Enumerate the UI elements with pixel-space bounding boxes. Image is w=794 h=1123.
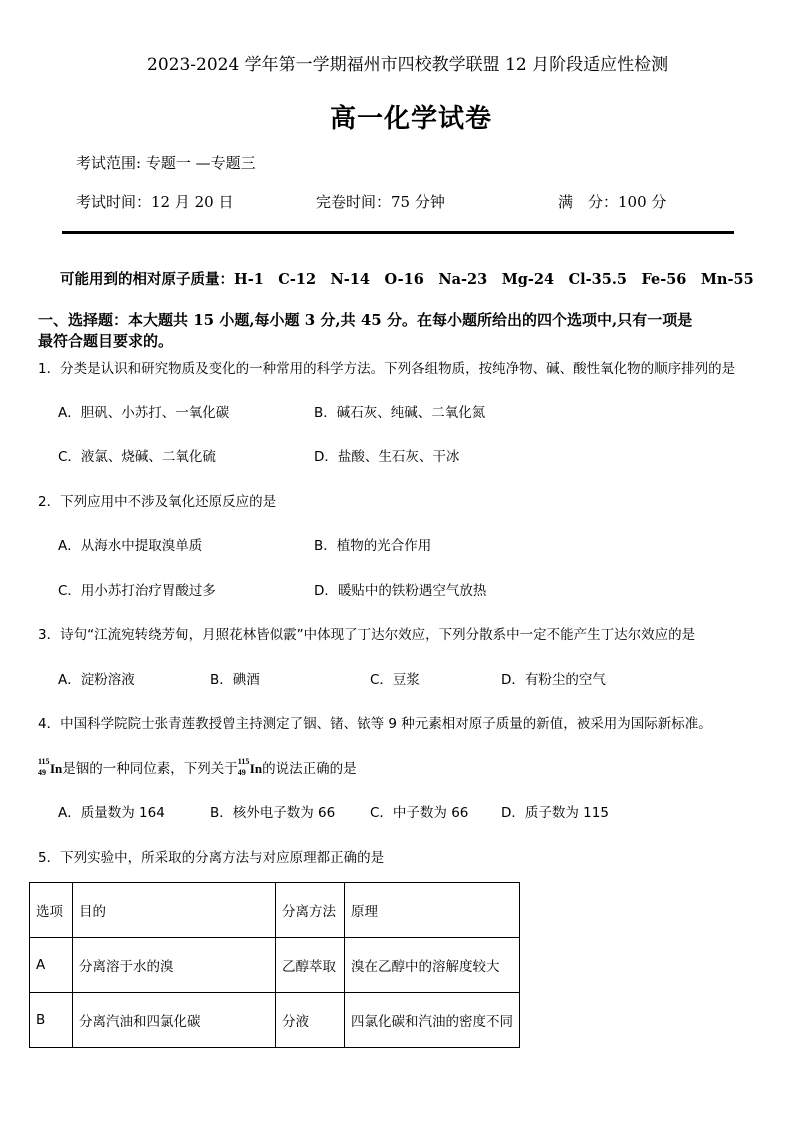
table-cell: B [30, 993, 73, 1048]
q4-option-b: B．核外电子数为 66 [210, 805, 336, 821]
q3-option-d: D．有粉尘的空气 [501, 672, 606, 688]
q2-option-a: A．从海水中提取溴单质 [58, 538, 203, 554]
table-cell: 乙醇萃取 [276, 938, 345, 993]
q3-option-a: A．淀粉溶液 [58, 672, 135, 688]
q2-option-c: C．用小苏打治疗胃酸过多 [58, 583, 216, 599]
section-heading-line2: 最符合题目要求的。 [38, 332, 174, 350]
table-row [30, 993, 520, 1048]
q3-option-b: B．碘酒 [210, 672, 260, 688]
q1-option-c: C．液氯、烧碱、二氧化硫 [58, 449, 216, 465]
question-5-stem: 5．下列实验中，所采取的分离方法与对应原理都正确的是 [38, 850, 385, 866]
table-cell: 四氯化碳和汽油的密度不同 [345, 993, 520, 1048]
table-header-cell: 选项 [30, 883, 73, 938]
table-cell: 分液 [276, 993, 345, 1048]
table-row [30, 938, 520, 993]
question-1-stem: 1．分类是认识和研究物质及变化的一种常用的科学方法。下列各组物质，按纯净物、碱、酸性氧化物的顺序排列的是 [38, 361, 736, 377]
question-4-stem: 4．中国科学院院士张青莲教授曾主持测定了铟、锗、铱等 9 种元素相对原子质量的新值，被采用为国际新标准。 [38, 716, 712, 732]
q2-option-b: B．植物的光合作用 [314, 538, 432, 554]
nuclide-notation: 115 49 In [237, 757, 263, 777]
table-cell: 分离汽油和四氯化碳 [73, 993, 276, 1048]
exam-duration: 完卷时间：75 分钟 [316, 193, 445, 211]
exam-scope: 考试范围: 专题一 —专题三 [76, 154, 256, 172]
table-header-row [30, 883, 520, 938]
table-cell: 分离溶于水的溴 [73, 938, 276, 993]
question-4-stem-line2: 115 49 In是铟的一种同位素，下列关于 115 49 In的说法正确的是 [38, 757, 357, 777]
q4-option-c: C．中子数为 66 [370, 805, 469, 821]
q1-option-b: B．碱石灰、纯碱、二氧化氮 [314, 405, 486, 421]
table-header-cell: 原理 [345, 883, 520, 938]
q4-option-d: D．质子数为 115 [501, 805, 609, 821]
separation-table [29, 882, 520, 1048]
full-score: 满 分：100 分 [558, 193, 667, 211]
q4-option-a: A．质量数为 164 [58, 805, 165, 821]
question-2-stem: 2．下列应用中不涉及氧化还原反应的是 [38, 494, 277, 510]
q1-option-d: D．盐酸、生石灰、干冰 [314, 449, 460, 465]
nuclide-notation: 115 49 In [38, 757, 63, 777]
section-heading-line1: 一、选择题：本大题共 15 小题,每小题 3 分,共 45 分。在每小题所给出的四个选项中,只有一项是 [38, 311, 693, 329]
q3-option-c: C．豆浆 [370, 672, 420, 688]
question-3-stem: 3．诗句“江流宛转绕芳甸，月照花林皆似霰”中体现了丁达尔效应，下列分散系中一定不能产生丁达尔效应的是 [38, 627, 696, 643]
header-divider [62, 231, 734, 234]
exam-date: 考试时间：12 月 20 日 [76, 193, 234, 211]
table-cell: 溴在乙醇中的溶解度较大 [345, 938, 520, 993]
atomic-masses: 可能用到的相对原子质量：H-1 C-12 N-14 O-16 Na-23 Mg-24 Cl-35.5 Fe-56 Mn-55 [60, 271, 754, 288]
table-cell: A [30, 938, 73, 993]
q1-option-a: A．胆矾、小苏打、一氧化碳 [58, 405, 230, 421]
table-header-cell: 分离方法 [276, 883, 345, 938]
exam-header: 2023-2024 学年第一学期福州市四校教学联盟 12 月阶段适应性检测 [147, 55, 669, 75]
page-title: 高一化学试卷 [330, 104, 493, 134]
q2-option-d: D．暖贴中的铁粉遇空气放热 [314, 583, 487, 599]
table-header-cell: 目的 [73, 883, 276, 938]
